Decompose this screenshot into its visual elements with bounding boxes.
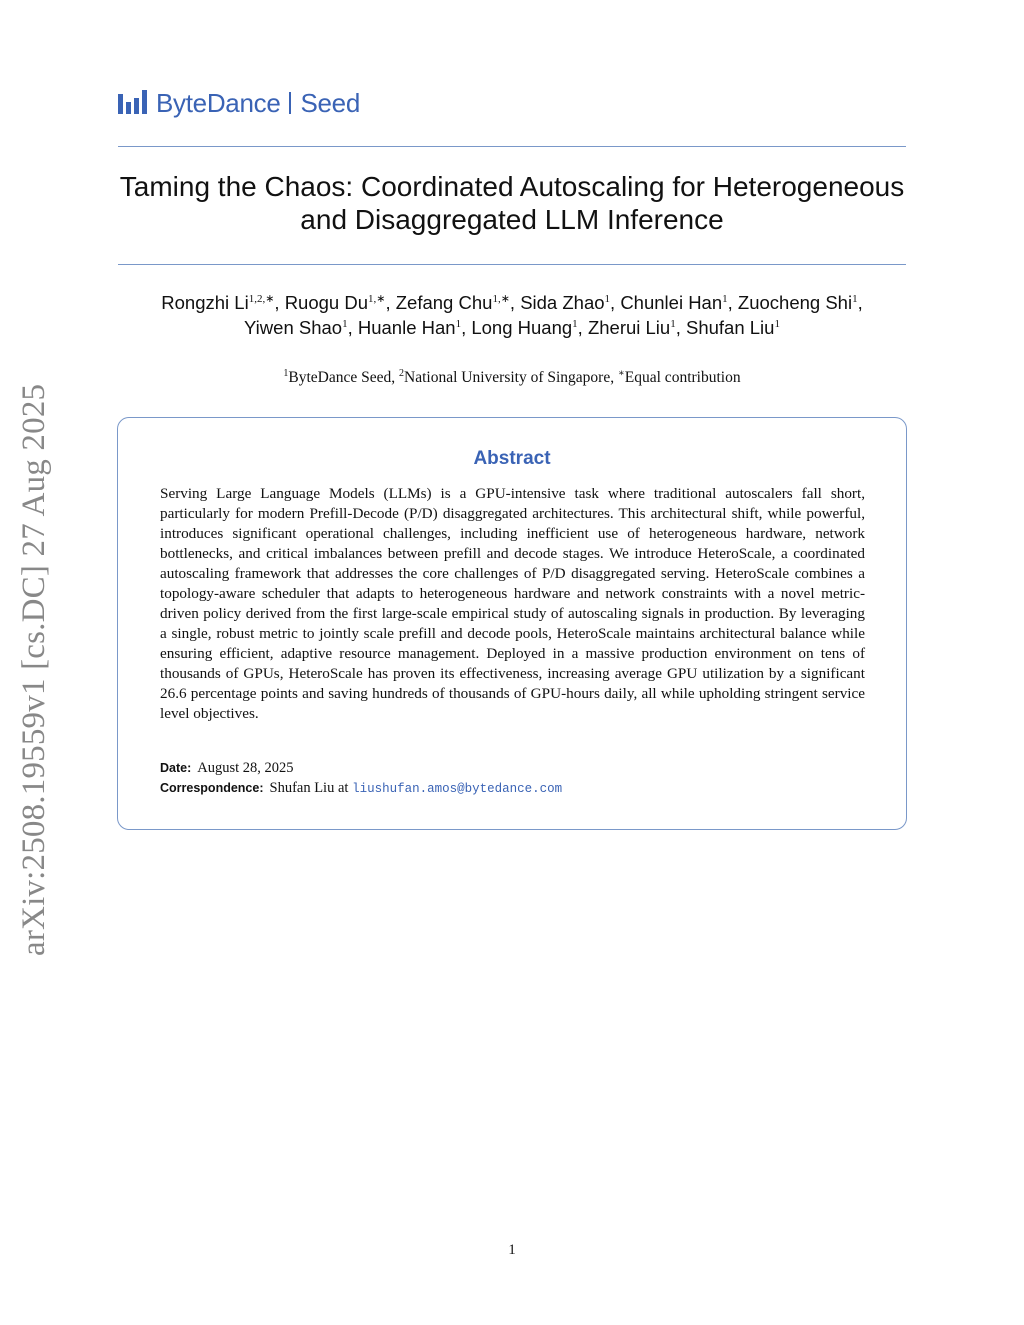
author: Long Huang$^1$: [471, 317, 578, 338]
top-divider: [118, 146, 906, 147]
correspondence-email-link[interactable]: liushufan.amos@bytedance.com: [352, 782, 563, 796]
author: Rongzhi $Li^{1,2,∗}$: [161, 292, 275, 313]
author: Zherui Liu$^1$: [587, 317, 676, 338]
bytedance-seed-logo: [118, 88, 360, 118]
author: Chunlei Han$^1$: [620, 292, 728, 313]
logo-product-text: Seed: [300, 87, 361, 118]
author: Shufan Liu$^1$: [685, 317, 780, 338]
title-line-2: and Disaggregated LLM Inference: [300, 204, 724, 235]
title-bottom-divider: [118, 264, 906, 265]
author: Ruogu $Du^{1,∗}$: [284, 292, 386, 313]
date-line: Date: August 28, 2025: [160, 760, 294, 776]
author-line-2: Yiwen Shao$^1$, Huanle Han$^1$, Long Huang$^1$, Zherui Liu$^1$, Shufan Liu$^1$: [244, 317, 780, 338]
author: Zuocheng Shi$^1$: [737, 292, 858, 313]
author: Zefang Chu$^{1,∗}$: [395, 292, 510, 313]
abstract-text: Serving Large Language Models (LLMs) is a GPU-intensive task where traditional autoscalers fall short, particularly for modern Prefill-Decode (P/D) disaggregated architectures. This architectural shift, while powerful, introduces significant operational challenges, including inefficient use of heterogeneous hardware, network bottlenecks, and critical imbalances between prefill and decode stages. We introduce HeteroScale, a coordinated autoscaling framework that addresses the core challenges of P/D disaggregated serving. HeteroScale combines a topology-aware scheduler that adapts to heterogeneous hardware and network constraints with a novel metric-driven policy derived from the first large-scale empirical study of autoscaling signals in production. By leveraging a single, robust metric to jointly scale prefill and decode pools, HeteroScale maintains architectural balance while ensuring efficient, adaptive resource management. Deployed in a massive production environment on tens of thousands of GPUs, HeteroScale has proven its effectiveness, increasing average GPU utilization by a significant 26.6 percentage points and saving hundreds of thousands of GPU-hours daily, all while upholding stringent service level objectives.: [160, 485, 865, 722]
title-line-1: Taming the Chaos: Coordinated Autoscaling for Heterogeneous: [119, 171, 905, 202]
author: Sida Zhao$^1$: [520, 292, 611, 313]
logo-separator: [289, 92, 291, 114]
affiliations: $^1$ByteDance Seed, $^2$National University of Singapore, ∗Equal contribution: [283, 368, 741, 386]
bytedance-bars-icon: [118, 90, 148, 116]
author: Huanle Han$^1$: [357, 317, 462, 338]
abstract-heading: Abstract: [473, 448, 551, 469]
author: Yiwen Shao$^1$: [244, 317, 348, 338]
author-line-1: Rongzhi $Li^{1,2,∗}$, Ruogu $Du^{1,∗}$, Zefang Chu$^{1,∗}$, Sida Zhao$^1$, Chunlei Han$^1$, Zuocheng Shi$^1$,: [161, 292, 863, 313]
author-list: [100, 290, 924, 340]
logo-brand-text: ByteDance: [156, 87, 281, 118]
page-number: 1: [508, 1242, 516, 1258]
arxiv-identifier: arXiv:2508.19559v1 [cs.DC] 27 Aug 2025: [16, 383, 52, 956]
paper-title: [100, 170, 924, 236]
correspondence-line: Correspondence: Shufan Liu at liushufan.amos@bytedance.com: [160, 780, 563, 796]
